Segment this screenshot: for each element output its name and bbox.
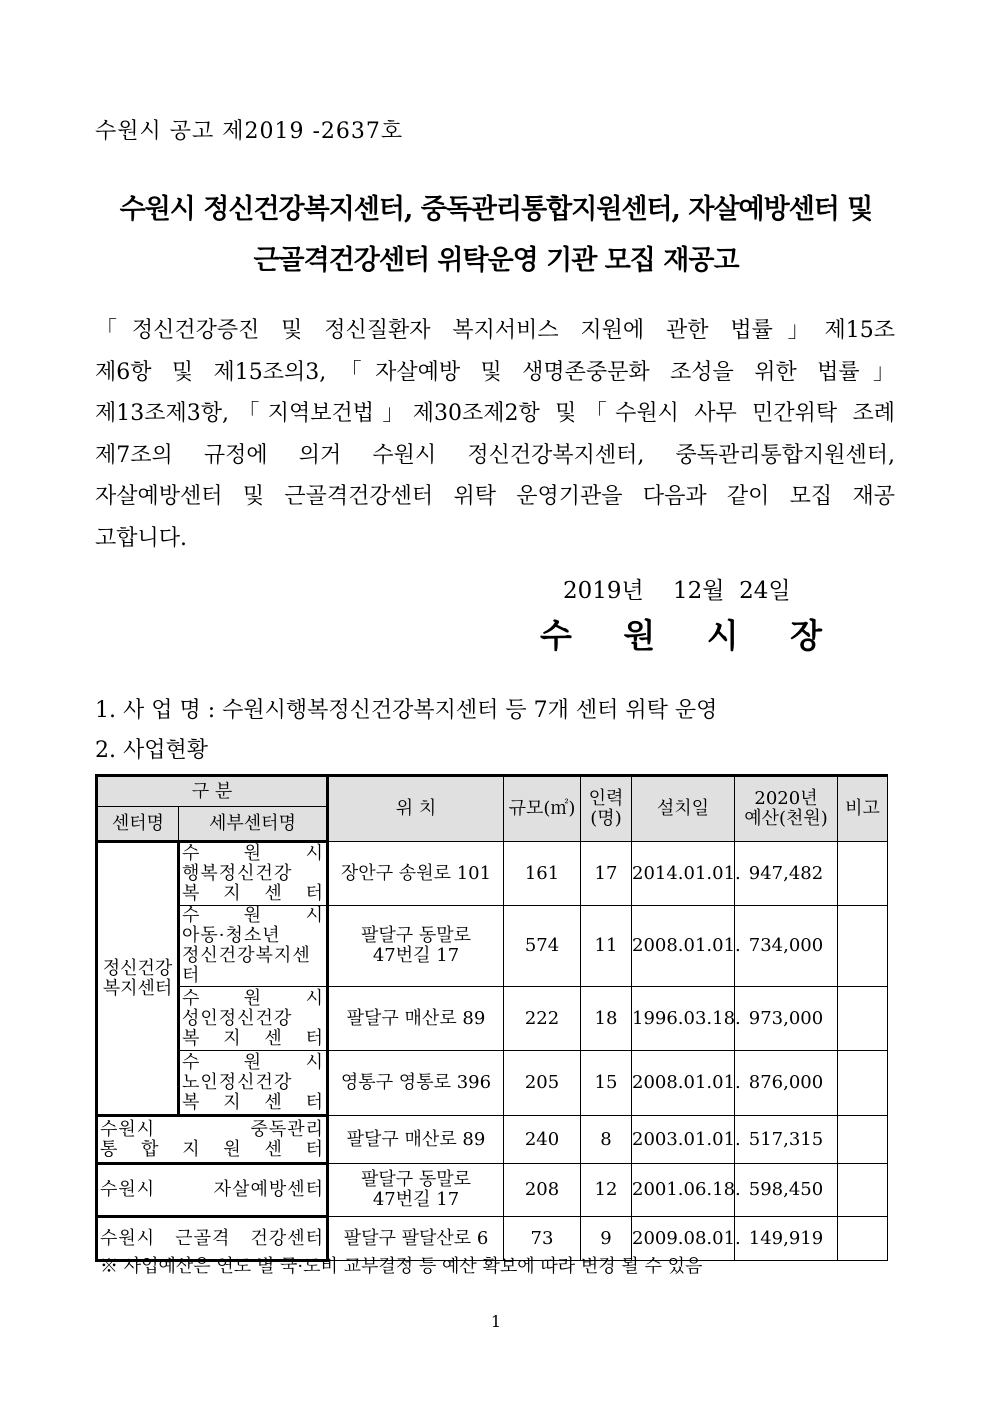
budget-note: ※ 사업예산은 연도 별 국·도비 교부결정 등 예산 확보에 따라 변경 될 수 있음 xyxy=(100,1256,703,1277)
location-cell xyxy=(328,906,504,987)
header-staff-line2: (명) xyxy=(590,808,622,829)
name-line: 행복정신건강 xyxy=(182,863,293,884)
body-line: 고합니다. xyxy=(95,525,188,551)
center-name xyxy=(97,1116,328,1164)
budget-cell: 149,919 xyxy=(735,1217,838,1261)
scale-cell: 574 xyxy=(504,906,581,987)
location-line: 47번길 17 xyxy=(372,945,460,966)
staff-cell: 17 xyxy=(581,842,632,906)
location-line: 팔달구 동말로 xyxy=(360,925,472,946)
page-number: 1 xyxy=(490,1312,502,1331)
header-location: 위 치 xyxy=(328,776,504,842)
location-line: 팔달구 매산로 89 xyxy=(346,1128,486,1150)
table-row xyxy=(97,906,888,987)
name-line: 수 원 시 xyxy=(182,987,324,1009)
body-line: 자살예방센터 및 근골격건강센터 위탁 운영기관을 다음과 같이 모집 재공 xyxy=(95,484,895,509)
scale-cell: 205 xyxy=(504,1051,581,1116)
header-remarks: 비고 xyxy=(838,776,888,842)
item-business-name: 1. 사 업 명 : 수원시행복정신건강복지센터 등 7개 센터 위탁 운영 xyxy=(95,698,718,723)
staff-cell: 9 xyxy=(581,1217,632,1261)
location-cell xyxy=(328,1051,504,1116)
sub-center-name xyxy=(179,987,328,1051)
header-sub-center-name: 세부센터명 xyxy=(179,807,328,842)
signer xyxy=(540,610,822,657)
scale-cell: 222 xyxy=(504,987,581,1051)
budget-cell: 734,000 xyxy=(735,906,838,987)
established-cell: 2001.06.18. xyxy=(632,1164,735,1217)
table-row xyxy=(97,842,888,906)
location-cell xyxy=(328,842,504,906)
name-line: 정신건강복지센터 xyxy=(182,945,311,986)
name-line: 통 합 지 원 센 터 xyxy=(100,1138,324,1160)
location-cell xyxy=(328,1164,504,1217)
budget-cell: 876,000 xyxy=(735,1051,838,1116)
signer-char: 원 xyxy=(623,616,656,655)
header-established: 설치일 xyxy=(632,776,735,842)
remarks-cell xyxy=(838,1164,888,1217)
name-line: 수원시 자살예방센터 xyxy=(100,1179,324,1200)
title-line-2: 근골격건강센터 위탁운영 기관 모집 재공고 xyxy=(253,245,739,276)
staff-cell: 12 xyxy=(581,1164,632,1217)
staff-cell: 11 xyxy=(581,906,632,987)
established-cell: 2008.01.01. xyxy=(632,906,735,987)
scale-cell: 208 xyxy=(504,1164,581,1217)
name-line: 복 지 센 터 xyxy=(182,1091,324,1113)
remarks-cell xyxy=(838,842,888,906)
remarks-cell xyxy=(838,987,888,1051)
name-line: 수원시 근골격 건강센터 xyxy=(100,1227,324,1249)
remarks-cell xyxy=(838,906,888,987)
body-line: 제7조의 규정에 의거 수원시 정신건강복지센터, 중독관리통합지원센터, xyxy=(95,442,895,468)
budget-cell: 517,315 xyxy=(735,1116,838,1164)
location-cell xyxy=(328,987,504,1051)
staff-cell: 8 xyxy=(581,1116,632,1164)
staff-cell: 15 xyxy=(581,1051,632,1116)
remarks-cell xyxy=(838,1217,888,1261)
scale-cell: 240 xyxy=(504,1116,581,1164)
signer-char: 장 xyxy=(790,616,822,655)
location-line: 장안구 송원로 101 xyxy=(340,862,492,884)
established-cell: 2009.08.01. xyxy=(632,1217,735,1261)
group-label-line1: 정신건강 xyxy=(102,957,173,979)
announcement-body xyxy=(95,310,895,559)
sub-center-name xyxy=(179,1051,328,1116)
title-line-1: 수원시 정신건강복지센터, 중독관리통합지원센터, 자살예방센터 및 xyxy=(119,194,873,225)
name-line: 복 지 센 터 xyxy=(182,883,324,904)
name-line: 아동·청소년 xyxy=(182,925,281,946)
established-cell: 2008.01.01. xyxy=(632,1051,735,1116)
header-center-name: 센터명 xyxy=(97,807,179,842)
budget-cell: 947,482 xyxy=(735,842,838,906)
location-line: 팔달구 동말로 xyxy=(360,1169,472,1190)
sub-center-name xyxy=(179,906,328,987)
name-line: 노인정신건강 xyxy=(182,1071,293,1093)
table-row xyxy=(97,1164,888,1217)
location-cell xyxy=(328,1116,504,1164)
scale-cell: 161 xyxy=(504,842,581,906)
remarks-cell xyxy=(838,1051,888,1116)
scale-cell: 73 xyxy=(504,1217,581,1261)
established-cell: 1996.03.18. xyxy=(632,987,735,1051)
name-line: 수 원 시 xyxy=(182,843,324,864)
signer-char: 시 xyxy=(706,616,739,655)
table-row xyxy=(97,1116,888,1164)
staff-cell: 18 xyxy=(581,987,632,1051)
center-name xyxy=(97,1164,328,1217)
group-center-name xyxy=(97,842,179,1116)
item-business-status: 2. 사업현황 xyxy=(95,738,208,763)
location-line: 팔달구 매산로 89 xyxy=(346,1007,486,1029)
name-line: 성인정신건강 xyxy=(182,1007,293,1029)
established-cell: 2014.01.01. xyxy=(632,842,735,906)
table-row xyxy=(97,987,888,1051)
name-line: 복 지 센 터 xyxy=(182,1027,324,1049)
location-line: 영통구 영통로 396 xyxy=(340,1072,492,1093)
budget-cell: 973,000 xyxy=(735,987,838,1051)
name-line: 수원시 중독관리 xyxy=(100,1118,324,1140)
header-staff xyxy=(581,776,632,842)
notice-number: 수원시 공고 제2019 -2637호 xyxy=(95,119,404,144)
header-group: 구 분 xyxy=(97,776,328,807)
header-budget-line2: 예산(천원) xyxy=(744,808,828,829)
group-label-line2: 복지센터 xyxy=(102,977,173,999)
name-line: 수 원 시 xyxy=(182,905,324,926)
body-line: 제13조제3항,「지역보건법」제30조제2항 및「수원시 사무 민간위탁 조례 xyxy=(95,401,895,426)
body-line: 제6항 및 제15조의3,「자살예방 및 생명존중문화 조성을 위한 법률」 xyxy=(95,359,895,385)
header-budget xyxy=(735,776,838,842)
business-status-table xyxy=(95,774,888,1262)
body-line: 「정신건강증진 및 정신질환자 복지서비스 지원에 관한 법률」제15조 xyxy=(95,318,895,343)
header-scale: 규모(㎡) xyxy=(504,776,581,842)
announcement-date: 2019년 12월 24일 xyxy=(563,578,791,604)
header-budget-line1: 2020년 xyxy=(754,788,818,809)
remarks-cell xyxy=(838,1116,888,1164)
budget-cell: 598,450 xyxy=(735,1164,838,1217)
established-cell: 2003.01.01. xyxy=(632,1116,735,1164)
sub-center-name xyxy=(179,842,328,906)
table-row xyxy=(97,1051,888,1116)
location-line: 팔달구 팔달산로 6 xyxy=(343,1227,489,1249)
signer-char: 수 xyxy=(540,616,572,655)
header-staff-line1: 인력 xyxy=(588,788,624,809)
name-line: 수 원 시 xyxy=(182,1051,324,1073)
location-line: 47번길 17 xyxy=(372,1189,460,1210)
